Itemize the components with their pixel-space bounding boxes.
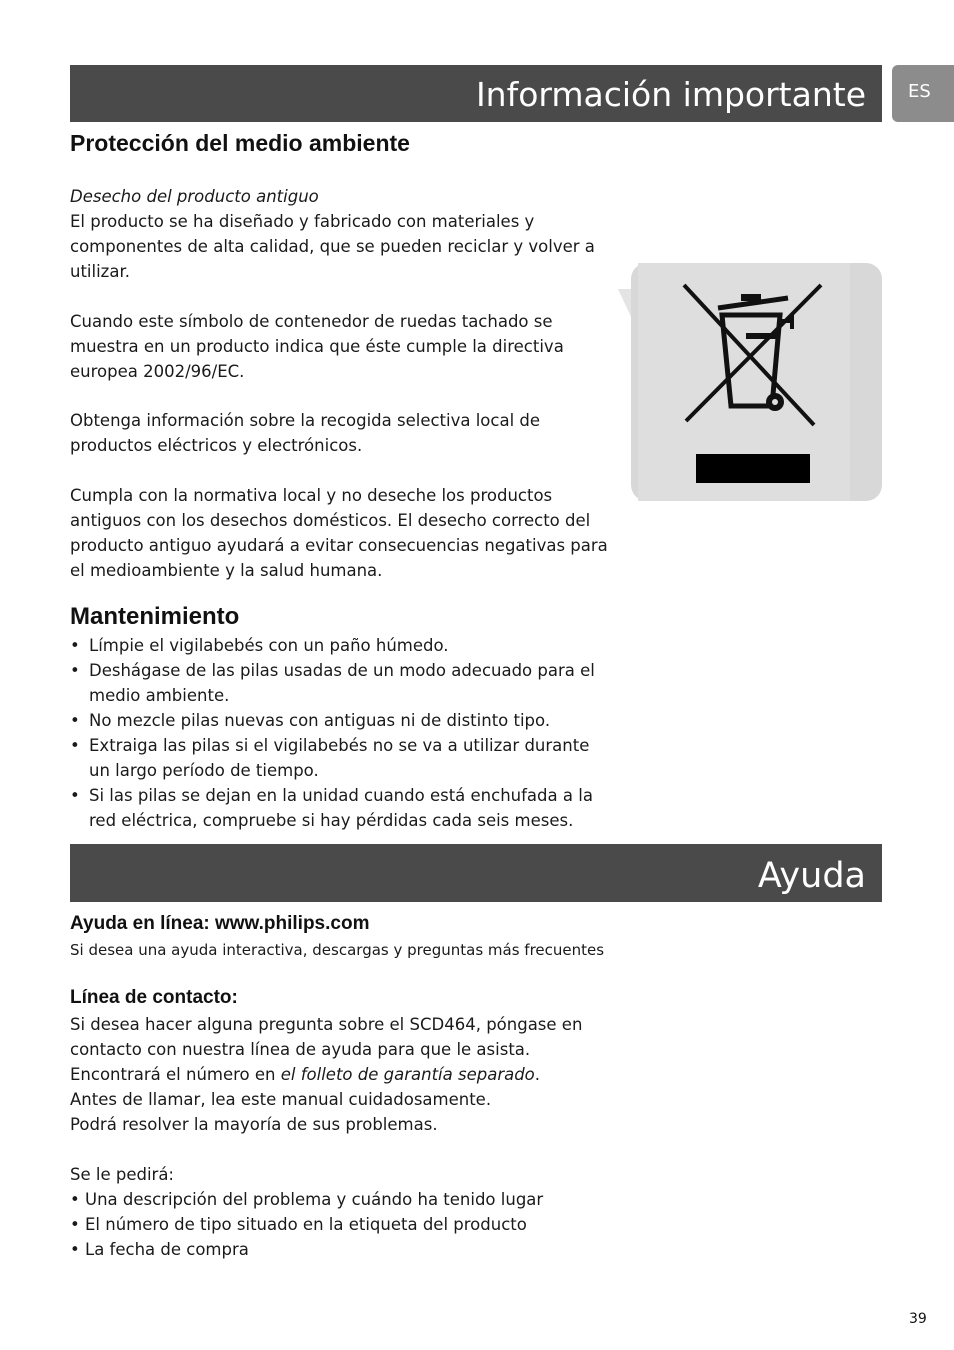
environment-subheading: Desecho del producto antiguo bbox=[70, 187, 319, 206]
crossed-out-wheelie-bin-icon bbox=[618, 263, 882, 501]
list-item: • La fecha de compra bbox=[70, 1237, 610, 1262]
environment-paragraph: Obtenga información sobre la recogida selectiva local de productos eléctricos y electrónicos. bbox=[70, 411, 541, 455]
list-item: • Deshágase de las pilas usadas de un modo adecuado para el medio ambiente. bbox=[70, 658, 615, 708]
list-item: • Si las pilas se dejan en la unidad cuando está enchufada a la red eléctrica, compruebe si hay pérdidas cada seis meses. bbox=[70, 783, 615, 833]
contact-line-heading: Línea de contacto: bbox=[70, 987, 238, 1008]
contact-line: Antes de llamar, lea este manual cuidadosamente. bbox=[70, 1090, 492, 1109]
language-tab: ES bbox=[892, 65, 954, 122]
maintenance-heading: Mantenimiento bbox=[70, 603, 240, 630]
online-help-text: Si desea una ayuda interactiva, descargas y preguntas más frecuentes bbox=[70, 941, 605, 959]
ask-intro: Se le pedirá: bbox=[70, 1165, 174, 1184]
environment-paragraph: Cuando este símbolo de contenedor de ruedas tachado se muestra en un producto indica que éste cumple la directiva europea 2002/96/EC. bbox=[70, 312, 564, 381]
page-number: 39 bbox=[909, 1311, 927, 1327]
contact-line-text bbox=[70, 1012, 582, 1137]
environment-paragraph: El producto se ha diseñado y fabricado con materiales y componentes de alta calidad, que se pueden reciclar y volver a utilizar. bbox=[70, 212, 595, 281]
page-title: Información importante bbox=[475, 75, 866, 114]
online-help-heading: Ayuda en línea: www.philips.com bbox=[70, 913, 370, 934]
help-header-bar bbox=[70, 844, 882, 902]
contact-line: contacto con nuestra línea de ayuda para que le asista. bbox=[70, 1040, 531, 1059]
contact-line: Si desea hacer alguna pregunta sobre el SCD464, póngase en bbox=[70, 1015, 583, 1034]
list-item: • Límpie el vigilabebés con un paño húmedo. bbox=[70, 633, 615, 658]
help-title: Ayuda bbox=[757, 856, 866, 896]
list-item: • Una descripción del problema y cuándo ha tenido lugar bbox=[70, 1187, 610, 1212]
contact-line: Podrá resolver la mayoría de sus problemas. bbox=[70, 1115, 438, 1134]
list-item: • El número de tipo situado en la etiqueta del producto bbox=[70, 1212, 610, 1237]
environment-paragraph: Cumpla con la normativa local y no deseche los productos antiguos con los desechos domésticos. El desecho correcto del producto antiguo ayudará a evitar consecuencias negativas para el medioambiente y la salud humana. bbox=[70, 486, 608, 580]
warranty-leaflet-reference: el folleto de garantía separado bbox=[280, 1065, 535, 1084]
weee-symbol-image bbox=[618, 263, 882, 501]
contact-line: Encontrará el número en el folleto de garantía separado. bbox=[70, 1065, 541, 1084]
section-header-bar bbox=[70, 65, 882, 122]
list-item: • Extraiga las pilas si el vigilabebés no se va a utilizar durante un largo período de tiempo. bbox=[70, 733, 615, 783]
maintenance-list bbox=[70, 633, 615, 833]
list-item: • No mezcle pilas nuevas con antiguas ni de distinto tipo. bbox=[70, 708, 615, 733]
ask-list bbox=[70, 1187, 610, 1262]
environment-heading: Protección del medio ambiente bbox=[70, 130, 410, 156]
